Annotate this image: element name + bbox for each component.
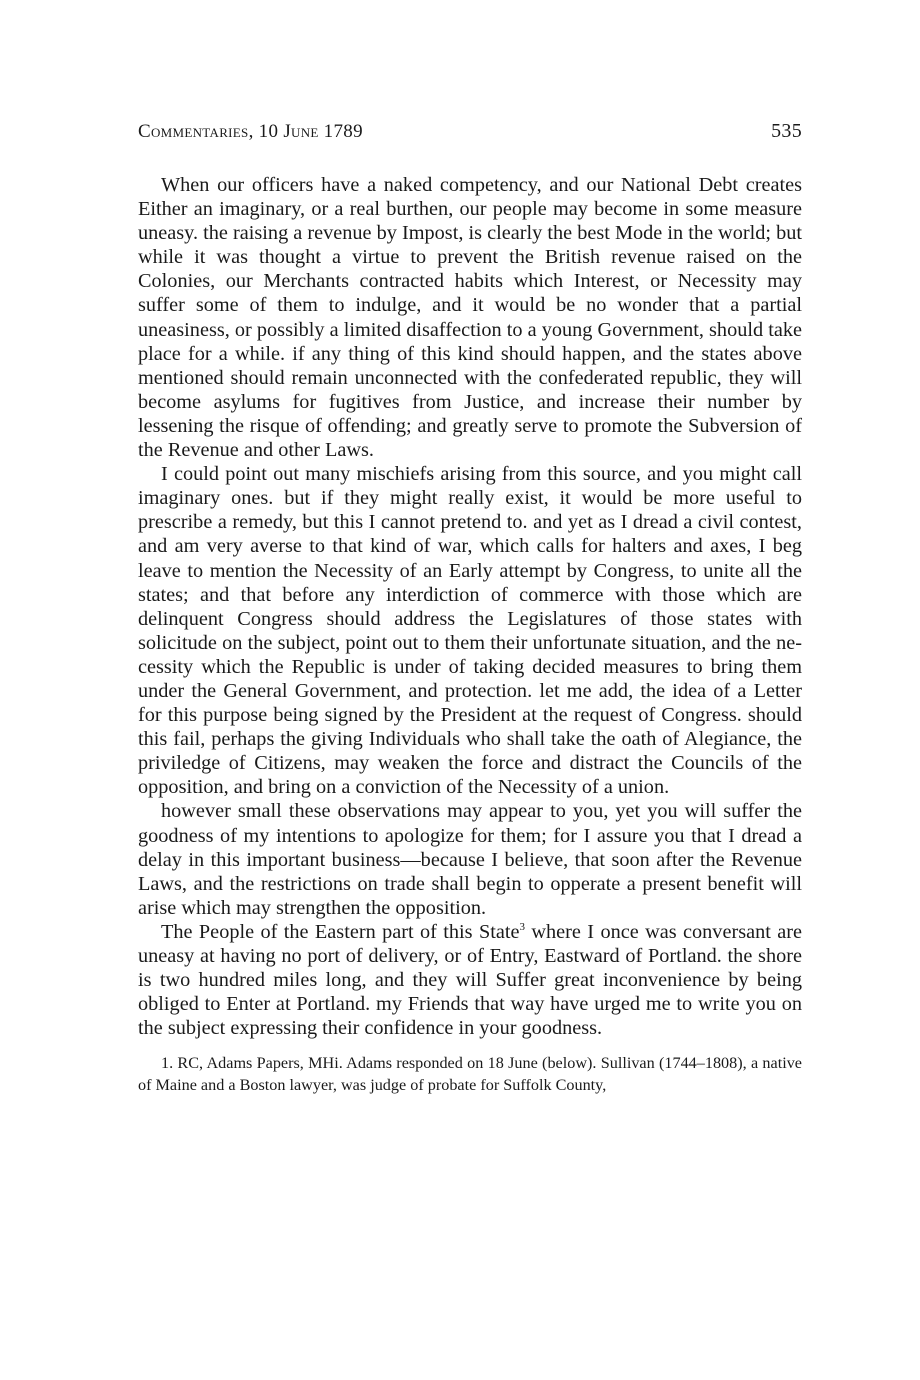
- paragraph: When our officers have a naked competency, and our National Debt creates Either an imaginary, or a real burthen, our people may become in some measure uneasy. the raising a revenue by Impost, is clearly the best Mode in the world; but while it was thought a virtue to prevent the British revenue raised on the Colonies, our Merchants contracted habits which Interest, or Necessity may suffer some of them to indulge, and it would be no wonder that a partial uneasiness, or possibly a limited disaffection to a young Government, should take place for a while. if any thing of this kind should happen, and the states above mentioned should remain unconnected with the confederated republic, they will become asylums for fugitives from Justice, and increase their number by lessening the risque of offending; and greatly serve to promote the Subversion of the Revenue and other Laws.: [138, 174, 802, 462]
- running-title: Commentaries, 10 June 1789: [138, 121, 363, 142]
- letter-body: [138, 173, 802, 1040]
- paragraph-text: where I once was conversant are uneasy at having no port of delivery, or of Entry, Eastward of Portland. the shore is two hundred miles long, and they will Suffer great inconvenience by being obliged to Enter at Portland. my Friends that way have urged me to write you on the subject expressing their confidence in your goodness.: [138, 920, 803, 1040]
- paragraph: [138, 920, 802, 1040]
- paragraph-text: The People of the Eastern part of this State: [161, 920, 520, 943]
- running-head: [138, 120, 802, 143]
- footnote-marker: 3: [519, 921, 526, 934]
- document-page: [138, 120, 802, 1096]
- paragraph: I could point out many mischiefs arising from this source, and you might call imaginary ones. but if they might really exist, it would be more useful to prescribe a remedy, but this I cannot pretend to. and yet as I dread a civil contest, and am very averse to that kind of war, which calls for halters and axes, I beg leave to mention the Necessity of an Early attempt by Congress, to unite all the states; and that before any interdiction of commerce with those which are delinquent Congress should address the Legislatures of those states with solicitude on the subject, point out to them their unfortunate situation, and the necessity which the Republic is under of taking decided measures to bring them under the General Government, and protection. let me add, the idea of a Letter for this purpose being signed by the President at the request of Congress. should this fail, perhaps the giving Individuals who shall take the oath of Alegiance, the priviledge of Citizens, may weaken the force and distract the Councils of the opposition, and bring on a conviction of the Necessity of a union.: [138, 463, 802, 799]
- page-number: 535: [771, 120, 802, 142]
- footnote: 1. RC, Adams Papers, MHi. Adams responded on 18 June (below). Sullivan (1744–1808), a native of Maine and a Boston lawyer, was judge of probate for Suffolk County,: [138, 1054, 802, 1095]
- paragraph: however small these observations may appear to you, yet you will suffer the goodness of my intentions to apologize for them; for I assure you that I dread a delay in this important business—because I believe, that soon after the Revenue Laws, and the restrictions on trade shall begin to opperate a present benefit will arise which may strengthen the opposition.: [138, 800, 802, 919]
- footnotes: [138, 1052, 802, 1096]
